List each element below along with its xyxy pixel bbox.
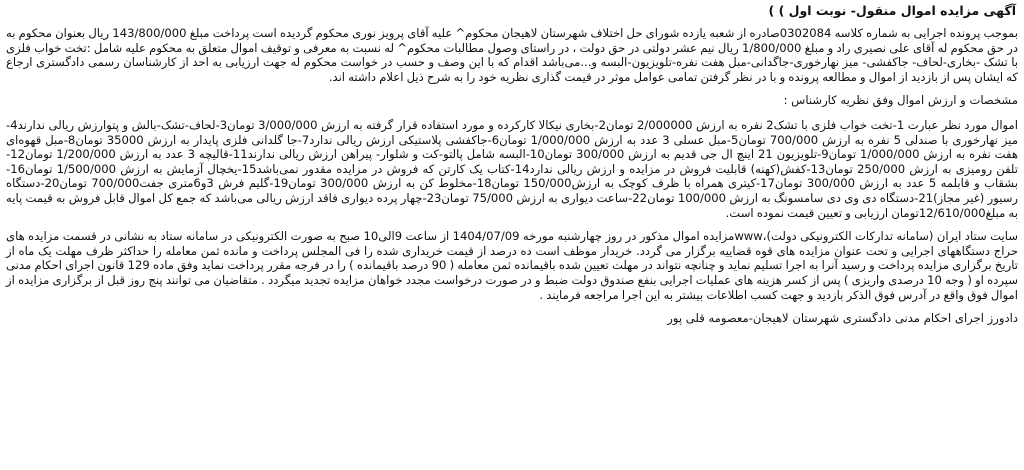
- officer-signature: دادورز اجرای احکام مدنی دادگستری شهرستان لاهیجان-معصومه قلی پور: [667, 311, 1018, 326]
- auction-terms-paragraph: سایت ستاد ایران (سامانه تدارکات الکترونیکی دولت)،wwwمزایده اموال مذکور در روز چهارشنبه مورخه 1404/07/09 از ساعت 9الی10 صبح به صورت الکترونیکی در سامانه ستاد به نشانی در قسمت مزایده های حراج دستگاههای اجرایی و تحت عنوان مزایده های قوه قضاییه برگزار می گردد. خریدار موظف است ده درصد از قیمت خریداری شده را فی المجلس پرداخت و مانده ثمن معامله را حداکثر ظرف مهلت یک ماه از تاریخ برگزاری مزایده پرداخت و رسید آنرا به اجرا تسلیم نماید و چنانچه نتواند در مهلت تعیین شده باقیمانده ثمن معامله ( 90 درصد باقیمانده ) را در فرجه مقرر پرداخت نماید وفق ماده 129 قانون اجرای احکام مدنی سپرده او ( وجه 10 درصدی واریزی ) پس از کسر هزینه های عملیات اجرایی بنفع صندوق دولت ضبط و در صورت درخواست مجدد خواهان مزایده تجدید میگردد . متقاضیان می توانند پنج روز قبل از برگزاری مزایده از اموال فوق واقع در آدرس فوق الذکر بازدید و جهت کسب اطلاعات بیشتر به این اجرا مراجعه فرمایند .: [6, 229, 1018, 302]
- notice-heading: آگهی مزایده اموال منقول- نوبت اول ) ): [768, 3, 1016, 18]
- legal-notice-document: [6, 0, 1018, 470]
- property-specs-heading: مشخصات و ارزش اموال وفق نظریه کارشناس :: [783, 93, 1018, 108]
- property-items-paragraph: اموال مورد نظر عبارت 1-تخت خواب فلزی با تشک2 نفره به ارزش 2/000000 تومان2-بخاری نیکالا کارکرده و مورد استفاده قرار گرفته به ارزش 3/000/000 تومان3-لحاف-تشک-بالش و پتوارزش ریالی ندارند4-میز نهارخوری با صندلی 5 نفره به ارزش 700/000 تومان5-مبل عسلی 3 عدد به ارزش 1/000/000 تومان6-جاکفشی پلاستیکی ارزش ریالی ندارد7-جا گلدانی فلزی پایدار به ارزش 35000 تومان8-مبل قهوه‌ای هفت نفره به ارزش 1/000/000 تومان9-تلویزیون 21 اینچ ال جی قدیم به ارزش 300/000 تومان10-البسه شامل پالتو-کت و شلوار- پیراهن ارزش ریالی ندارند11-قالیچه 3 عدد به ارزش 1/200/000 تومان12-تلفن رومیزی به ارزش 250/000 تومان13-کفش(کهنه) قابلیت فروش در مزایده و ارزش ریالی ندارد14-کتاب یک کارتن که فروش در مزایده مقدور نمی‌باشد15-یخچال آزمایش به ارزش 1/500/000 تومان16-بشقاب و قابلمه 5 عدد به ارزش 300/000 تومان17-کیتری همراه با ظرف کوچک به ارزش150/000 تومان18-مخلوط کن به ارزش 300/000 تومان19-گلیم فرش 3و6متری جفت700/000 تومان20-دستگاه رسیور (غیر مجاز)21-دستگاه دی وی دی سامسونگ به ارزش 100/000 تومان22-ساعت دیواری به ارزش 75/000 تومان23-چهار پرده دیواری فاقد ارزش ریالی می‌باشد که جمع کل اموال قابل فروش به قیمت پایه به مبلغ12/610/000تومان ارزیابی و تعیین قیمت نموده است.: [6, 117, 1019, 220]
- intro-paragraph: بموجب پرونده اجرایی به شماره کلاسه 0302084صادره از شعبه یازده شورای حل اختلاف شهرستان لاهیجان محکوم^ علیه آقای پرویز نوری محکوم گردیده است پرداخت مبلغ 143/800/000 ریال بعنوان محکوم به در حق محکوم له آقای علی نصیری راد و مبلغ 1/800/000 ریال نیم عشر دولتی در حق دولت ، در راستای وصول مطالبات محکوم^ له نسبت به معرفی و توقیف اموال متعلق به محکوم علیه شامل :تخت خواب فلزی با تشک -بخاری-لحاف- جاکفشی- میز نهارخوری-جاگدانی-مبل هفت نفره-تلویزیون-البسه و...می‌باشد اقدام که با این وصف و حسب در خواست محکوم له جهت ارزیابی به احد از کارشناسان رسمی دادگستری ارجاع که ایشان پس از بازدید از اموال و مطالعه پرونده و با در نظر گرفتن تمامی عوامل موثر در قیمت گذاری نظریه خود را به شرح ذیل اعلام داشته اند.: [6, 26, 1018, 84]
